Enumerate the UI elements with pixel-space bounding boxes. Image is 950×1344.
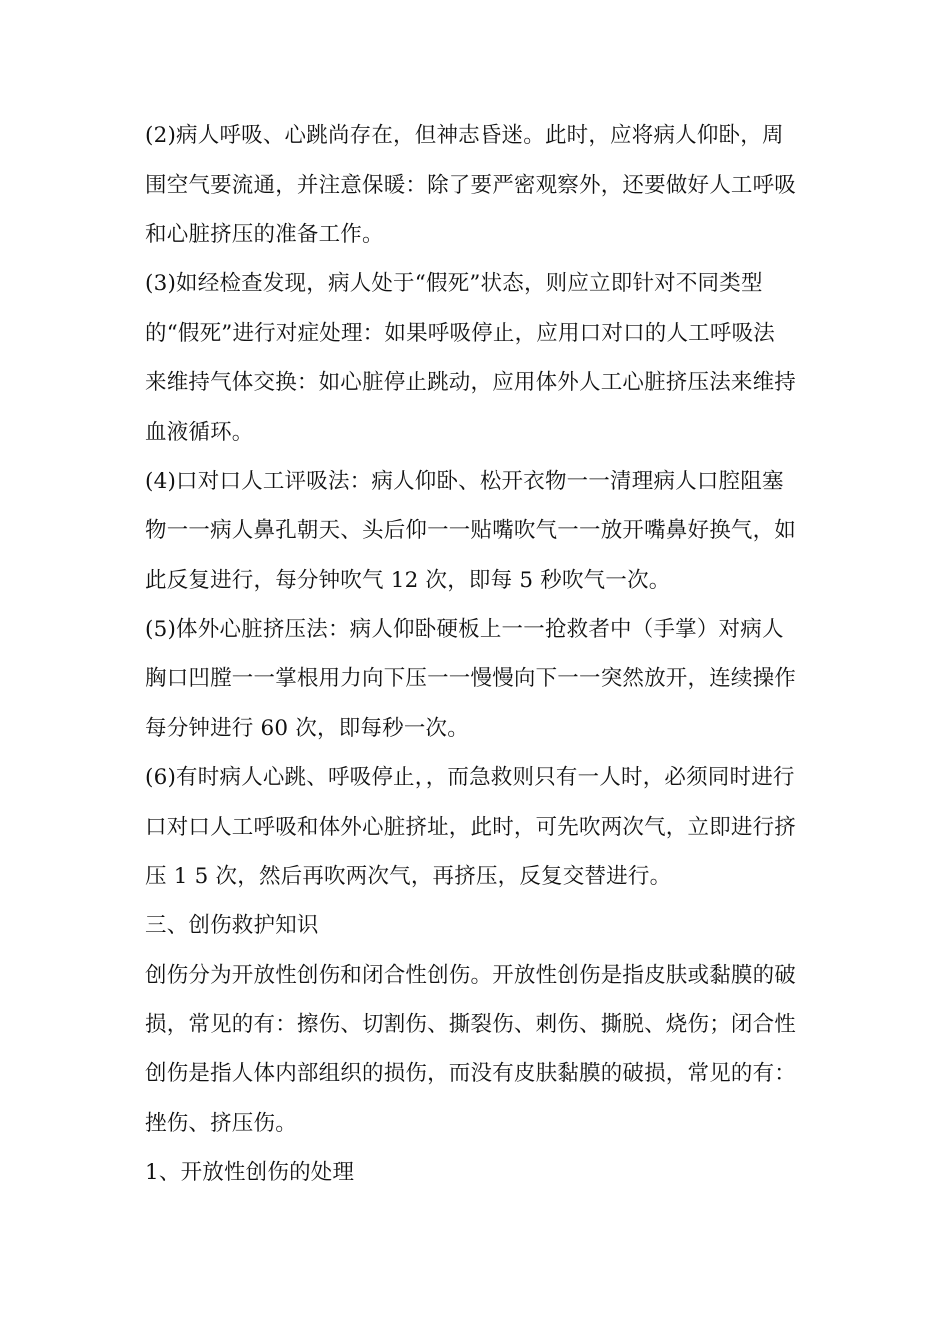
text-line: (2)病人呼吸、心跳尚存在，但神志昏迷。此时，应将病人仰卧，周 [145, 123, 784, 148]
text-line: 物一一病人鼻孔朝天、头后仰一一贴嘴吹气一一放开嘴鼻好换气，如 [145, 518, 797, 543]
text-line: 的“假死”进行对症处理：如果呼吸停止，应用口对口的人工呼吸法 [145, 321, 775, 346]
text-line: (6)有时病人心跳、呼吸停止，，而急救则只有一人时，必须同时进行 [145, 765, 795, 790]
text-line: 创伤是指人体内部组织的损伤，而没有皮肤黏膜的破损，常见的有： [145, 1061, 797, 1086]
text-line: 损，常见的有：擦伤、切割伤、撕裂伤、刺伤、撕脱、烧伤；闭合性 [145, 1012, 797, 1037]
text-line: 胸口凹膛一一掌根用力向下压一一慢慢向下一一突然放开，连续操作 [145, 666, 797, 691]
section-heading: 三、创伤救护知识 [145, 913, 319, 938]
text-line: 来维持气体交换：如心脏停止跳动，应用体外人工心脏挤压法来维持 [145, 370, 797, 395]
text-line: 挫伤、挤压伤。 [145, 1111, 297, 1136]
text-line: 压 1 5 次，然后再吹两次气，再挤压，反复交替进行。 [145, 864, 672, 889]
text-line: 每分钟进行 60 次，即每秒一次。 [145, 716, 469, 741]
text-line: 此反复进行，每分钟吹气 12 次，即每 5 秒吹气一次。 [145, 568, 671, 593]
text-line: (4)口对口人工评吸法：病人仰卧、松开衣物一一清理病人口腔阻塞 [145, 469, 784, 494]
text-line: (5)体外心脏挤压法：病人仰卧硬板上一一抢救者中（手掌）对病人 [145, 617, 784, 642]
text-line: 血液循环。 [145, 420, 254, 445]
text-line: 口对口人工呼吸和体外心脏挤址，此时，可先吹两次气，立即进行挤 [145, 815, 797, 840]
text-line: 和心脏挤压的准备工作。 [145, 222, 384, 247]
text-line: (3)如经检查发现，病人处于“假死”状态，则应立即针对不同类型 [145, 271, 763, 296]
subsection-heading: 1、开放性创伤的处理 [145, 1160, 355, 1185]
text-line: 创伤分为开放性创伤和闭合性创伤。开放性创伤是指皮肤或黏膜的破 [145, 963, 797, 988]
text-line: 围空气要流通，并注意保暖：除了要严密观察外，还要做好人工呼吸 [145, 173, 797, 198]
